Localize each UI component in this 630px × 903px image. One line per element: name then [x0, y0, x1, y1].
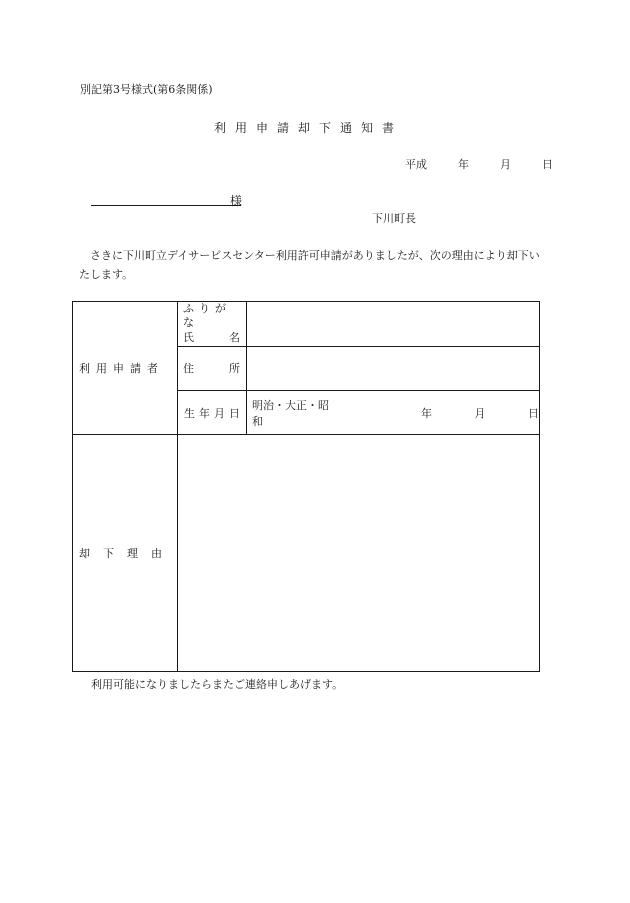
applicant-label: 利用申請者 — [73, 302, 178, 435]
dob-day-label: 日 — [528, 406, 539, 420]
dob-month-label: 月 — [474, 406, 486, 420]
issuer: 下川町長 — [372, 212, 416, 225]
dob-label: 生年月日 — [178, 391, 247, 435]
address-value-cell[interactable] — [247, 347, 540, 391]
closing-text: 利用可能になりましたらまたご連絡申しあげます。 — [91, 678, 344, 691]
name-label-2: 名 — [229, 331, 240, 344]
date-month-label: 月 — [500, 158, 511, 171]
name-label — [178, 330, 246, 346]
date-day-label: 日 — [542, 158, 553, 171]
address-label-1: 住 — [183, 361, 194, 375]
name-label-1: 氏 — [183, 331, 194, 344]
address-label-2: 所 — [229, 361, 240, 375]
name-label-cell — [178, 302, 247, 347]
address-label — [178, 361, 246, 377]
application-table — [72, 301, 540, 672]
date-line — [405, 156, 553, 172]
recipient-honorific: 様 — [230, 194, 243, 208]
name-value-cell[interactable] — [247, 302, 540, 347]
date-year-label: 年 — [458, 158, 469, 171]
document-title: 利用申請却下通知書 — [214, 121, 404, 135]
reason-value-cell[interactable] — [178, 435, 540, 672]
dob-value-cell[interactable] — [247, 391, 540, 435]
reason-label: 却下理由 — [73, 435, 178, 672]
name-row — [73, 302, 540, 347]
dob-content — [247, 397, 539, 429]
dob-year-label: 年 — [421, 406, 432, 420]
recipient-name-line — [91, 205, 241, 206]
address-label-cell — [178, 347, 247, 391]
form-reference: 別記第3号様式(第6条関係) — [80, 83, 213, 96]
dob-eras: 明治・大正・昭和 — [252, 398, 329, 428]
body-text: さきに下川町立デイサービスセンター利用許可申請がありましたが、次の理由により却下いたします。 — [79, 249, 540, 281]
date-era: 平成 — [405, 158, 427, 171]
reason-row — [73, 435, 540, 672]
furigana-label: ふりがな — [183, 302, 231, 329]
